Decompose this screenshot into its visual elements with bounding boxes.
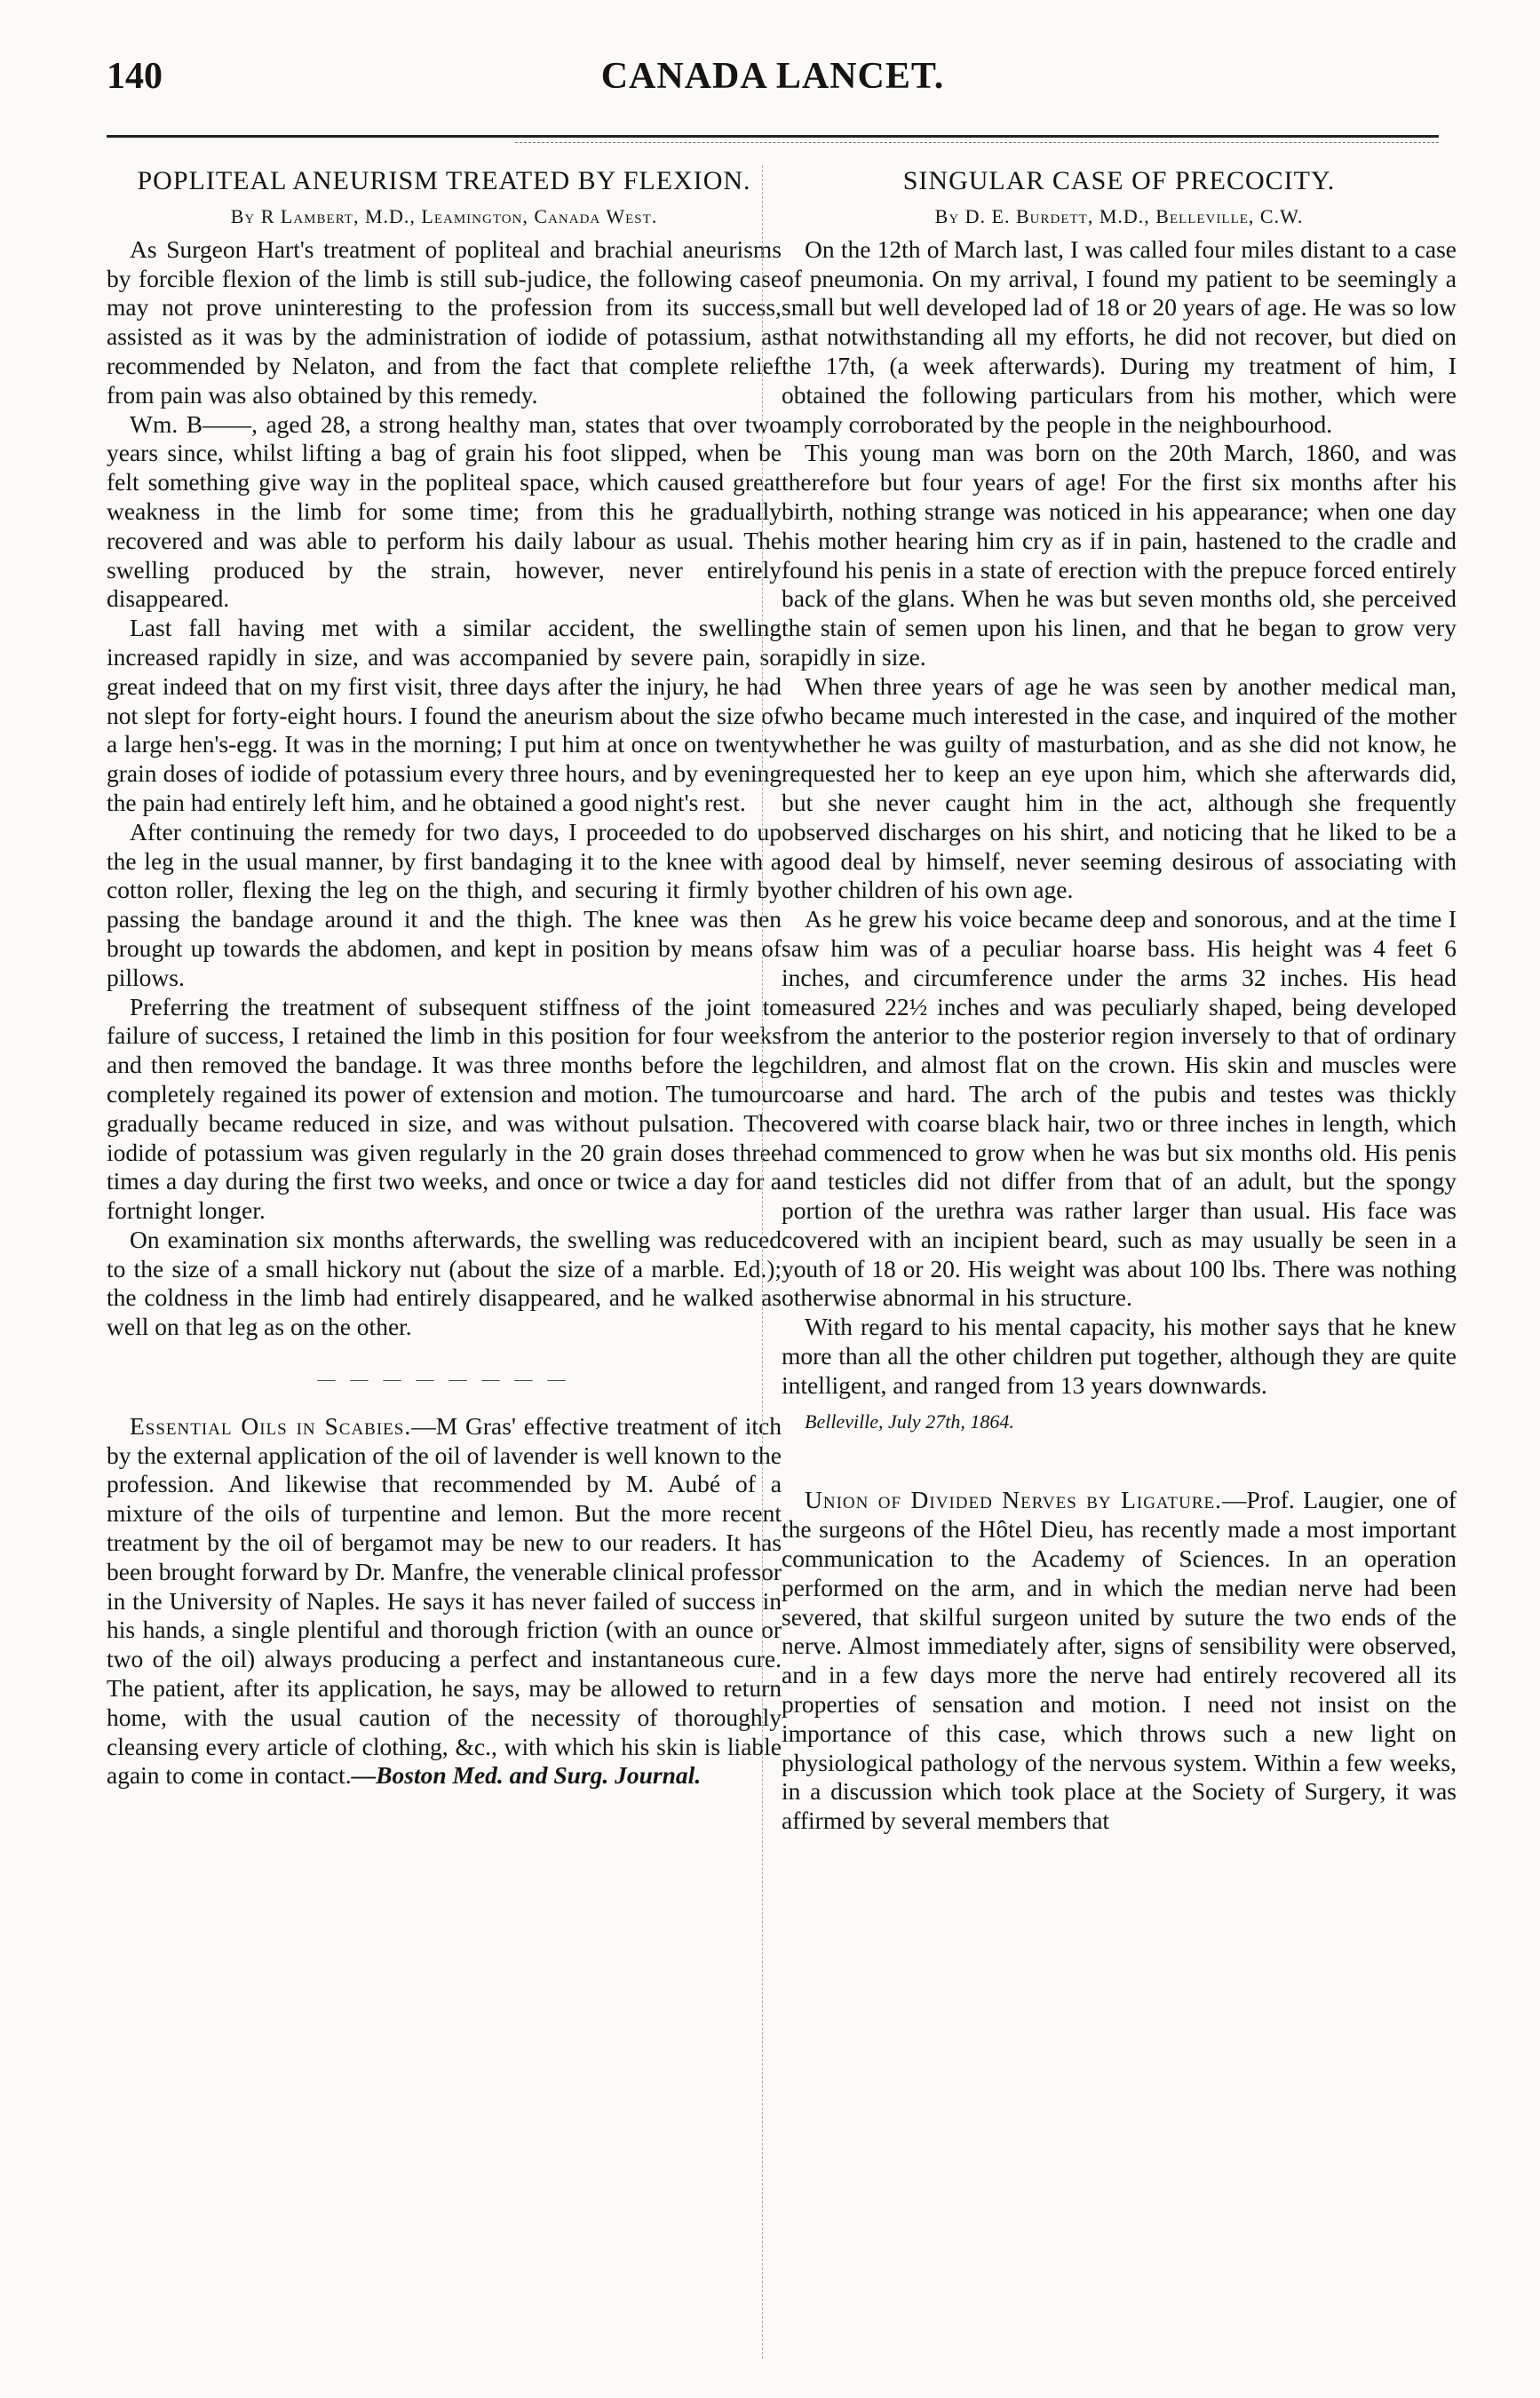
- paragraph: After continuing the remedy for two days, I proceeded to do up the leg in the usual manner, by first bandaging it to the knee with a cotton roller, flexing the leg on the thigh, and securing it firmly by passing the bandage around it and the thigh. The knee was then brought up towards the abdomen, and kept in position by means of pillows.: [107, 817, 782, 991]
- running-head: [107, 55, 1439, 108]
- essential-oils-note: [107, 1412, 782, 1791]
- right-column: [782, 165, 1457, 1836]
- page-number: 140: [107, 56, 163, 97]
- dateline: Belleville, July 27th, 1864.: [805, 1409, 1014, 1433]
- note-text: —M Gras' effective treatment of itch by the external application of the oil of lavender is well known to the profession. And likewise that recommended by M. Aubé of a mixture of the oils of turpentine and lemon. But the more recent treatment by the oil of bergamot may be new to our readers. It has been brought forward by Dr. Manfre, the venerable clinical professor in the University of Naples. He says it has never failed of success in his hands, a single plentiful and thorough friction (with an ounce or two of the oil) always producing a perfect and instantaneous cure. The patient, after its application, he says, may be allowed to return home, with the usual caution of the necessity of thoroughly cleansing every article of clothing, &c., with which his skin is liable again to come in contact.: [107, 1411, 782, 1790]
- note-text: —Prof. Laugier, one of the surgeons of the Hôtel Dieu, has recently made a most important communication to the Academy of Sciences. In an operation performed on the arm, and in which the median nerve had been severed, that skilful surgeon united by suture the two ends of the nerve. Almost immediately after, signs of sensibility were observed, and in a few days more the nerve had entirely recovered all its properties of sensation and motion. I need not insist on the importance of this case, which throws such a new light on physiological pathology of the nervous system. Within a few weeks, in a discussion which took place at the Society of Surgery, it was affirmed by several members that: [782, 1486, 1457, 1835]
- note-lead: Union of Divided Nerves by Ligature.: [805, 1486, 1223, 1514]
- header-rule: [107, 135, 1439, 138]
- paragraph: As he grew his voice became deep and sonorous, and at the time I saw him was of a peculiar hoarse bass. His height was 4 feet 6 inches, and circumference under the arms 32 inches. His head measured 22½ inches and was peculiarly shaped, being developed from the anterior to the posterior region inversely to that of ordinary children, and almost flat on the crown. His skin and muscles were coarse and hard. The arch of the pubis and testes was thickly covered with coarse black hair, two or three inches in length, which had commenced to grow when he was but six months old. His penis and testicles did not differ from that of an adult, but the spongy portion of the urethra was rather larger than usual. His face was covered with an incipient beard, such as may usually be seen in a youth of 18 or 20. His weight was about 100 lbs. There was nothing otherwise abnormal in his structure.: [782, 905, 1457, 1312]
- paragraph: This young man was born on the 20th March, 1860, and was therefore but four years of age! For the first six months after his birth, nothing strange was noticed in his appearance; when one day his mother hearing him cry as if in pain, hastened to the cradle and found his penis in a state of erection with the prepuce forced entirely back of the glans. When he was but seven months old, she perceived the stain of semen upon his linen, and that he began to grow very rapidly in size.: [782, 439, 1457, 671]
- article-title-aneurism: POPLITEAL ANEURISM TREATED BY FLEXION.: [137, 166, 751, 195]
- article-byline-aneurism: By R Lambert, M.D., Leamington, Canada West.: [230, 205, 658, 227]
- paragraph: With regard to his mental capacity, his mother says that he knew more than all the other children put together, although they are quite intelligent, and ranged from 13 years downwards.: [782, 1313, 1457, 1399]
- paragraph: When three years of age he was seen by another medical man, who became much interested in the case, and inquired of the mother whether he was guilty of masturbation, and as she did not know, he requested her to keep an eye upon him, which she afterwards did, but she never caught him in the act, although she frequently observed discharges on his shirt, and noticing that he liked to be a good deal by himself, never seeming desirous of associating with other children of his own age.: [782, 671, 1457, 904]
- note-lead: Essential Oils in Scabies.: [130, 1411, 412, 1440]
- union-nerves-note: [782, 1486, 1457, 1836]
- paragraph: On the 12th of March last, I was called four miles distant to a case of pneumonia. On my arrival, I found my patient to be seemingly a small but well developed lad of 18 or 20 years of age. He was so low that notwithstanding all my efforts, he did not recover, but died on the 17th, (a week afterwards). During my treatment of him, I obtained the following particulars from his mother, which were amply corroborated by the people in the neighbourhood.: [782, 234, 1457, 438]
- paragraph: As Surgeon Hart's treatment of popliteal and brachial aneurisms by forcible flexion of the limb is still sub-judice, the following case may not prove uninteresting to the profession from its success, assisted as it was by the administration of iodide of potassium, as recommended by Nelaton, and from the fact that complete relief from pain was also obtained by this remedy.: [107, 234, 782, 409]
- article-title-precocity: SINGULAR CASE OF PRECOCITY.: [902, 166, 1336, 195]
- article-byline-precocity: By D. E. Burdett, M.D., Belleville, C.W.: [934, 205, 1304, 227]
- header-rule-dashed: [515, 142, 1439, 143]
- paragraph: On examination six months afterwards, the swelling was reduced to the size of a small hickory nut (about the size of a marble. Ed.); the coldness in the limb had entirely disappeared, and he walked as well on that leg as on the other.: [107, 1225, 782, 1341]
- paragraph: Wm. B——, aged 28, a strong healthy man, states that over two years since, whilst lifting a bag of grain his foot slipped, when be felt something give way in the popliteal space, which caused great weakness in the limb for some time; from this he gradually recovered and was able to perform his daily labour as usual. The swelling produced by the strain, however, never entirely disappeared.: [107, 409, 782, 613]
- paragraph: Preferring the treatment of subsequent stiffness of the joint to failure of success, I retained the limb in this position for four weeks and then removed the bandage. It was three months before the leg completely regained its power of extension and motion. The tumour gradually became reduced in size, and was without pulsation. The iodide of potassium was given regularly in the 20 grain doses three times a day during the first two weeks, and once or twice a day for a fortnight longer.: [107, 992, 782, 1225]
- journal-title: CANADA LANCET.: [600, 56, 945, 97]
- left-column: [107, 165, 782, 1791]
- section-divider: — — — — — — — —: [317, 1370, 571, 1390]
- paragraph: Last fall having met with a similar accident, the swelling increased rapidly in size, and was accompanied by severe pain, so great indeed that on my first visit, three days after the injury, he had not slept for forty-eight hours. I found the aneurism about the size of a large hen's-egg. It was in the morning; I put him at once on twenty grain doses of iodide of potassium every three hours, and by evening the pain had entirely left him, and he obtained a good night's rest.: [107, 614, 782, 816]
- column-separator: [762, 165, 763, 2359]
- note-source: —Boston Med. and Surg. Journal.: [351, 1761, 702, 1790]
